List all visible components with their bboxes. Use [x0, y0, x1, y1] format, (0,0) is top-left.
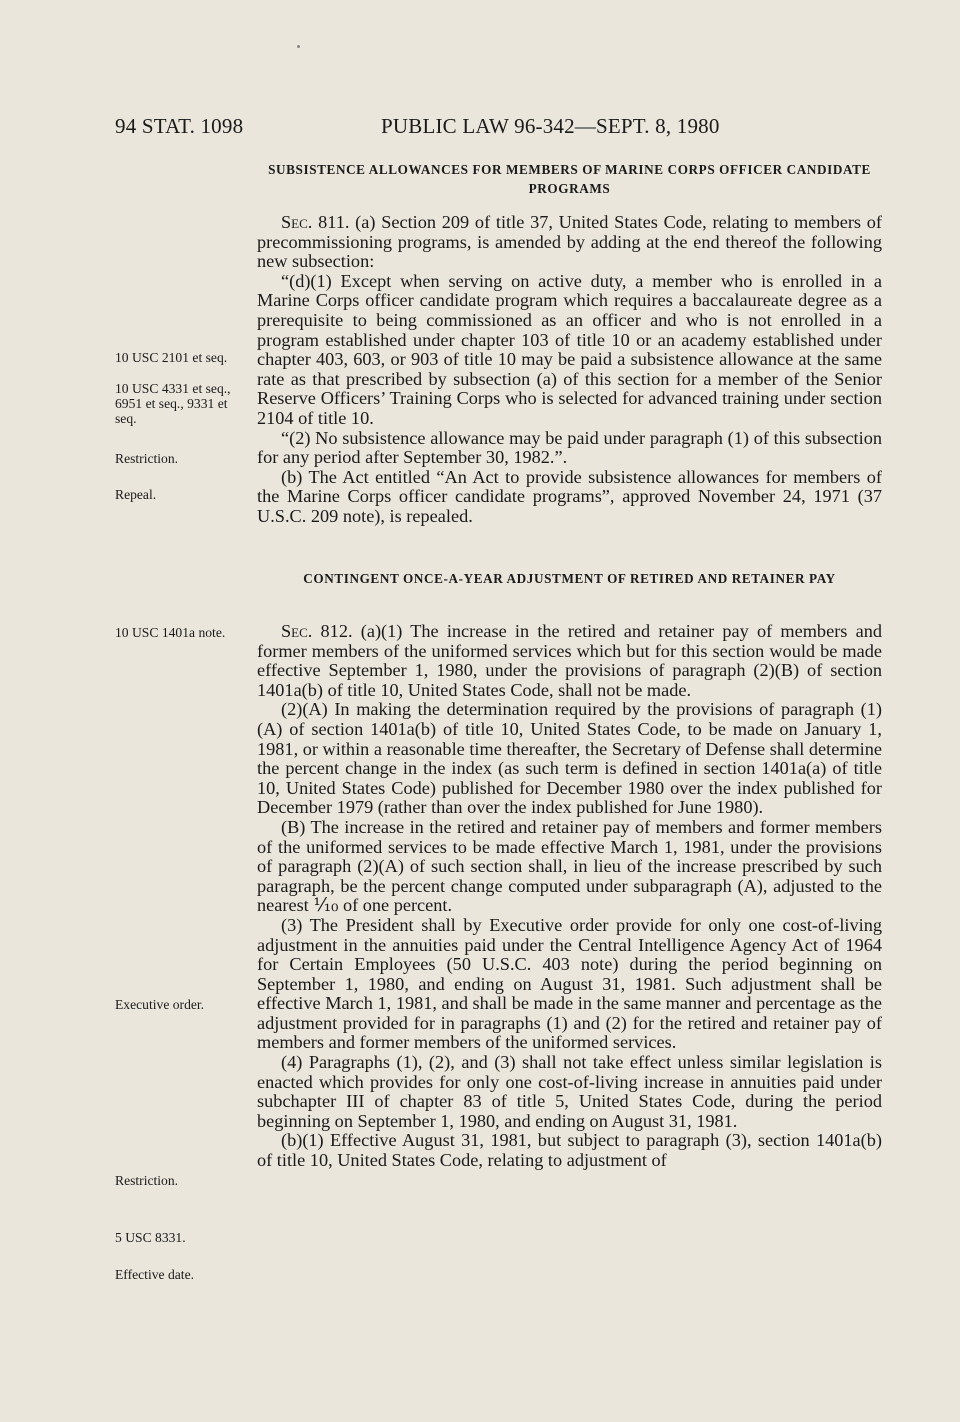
margin-note-repeal: Repeal. — [115, 487, 157, 502]
scan-speck — [297, 45, 300, 48]
section-811-para-b: (b) The Act entitled “An Act to provide subsistence allowances for members of the Marine Corps officer candidate programs”, approved November 24, 1971 (37 U.S.C. 209 note), is repealed. — [257, 466, 882, 526]
margin-note-restriction: Restriction. — [115, 451, 179, 466]
section-811-para-d2: “(2) No subsistence allowance may be paid under paragraph (1) of this subsection for any period after September 30, 1982.”. — [257, 427, 882, 468]
margin-note-effective-date: Effective date. — [115, 1267, 195, 1282]
section-812-para-3: (3) The President shall by Executive order provide for only one cost-of-living adjustment in the annuities paid under the Central Intelligence Agency Act of 1964 for Certain Employees (50 U.S.C. 403 note) during the period beginning on September 1, 1980, and ending on August 31, 1981. Such adjustment shall be effective March 1, 1981, and shall be made in the same manner and percentage as the adjustment provided for in paragraphs (1) and (2) for the retired and retainer pay of members and former members of the uniformed services. — [257, 914, 882, 1053]
law-title: PUBLIC LAW 96-342—SEPT. 8, 1980 — [381, 114, 720, 138]
section-812-para-2b: (B) The increase in the retired and retainer pay of members and former members of the uniformed services to be made effective March 1, 1981, under the provisions of paragraph (2)(A) of such section shall, in lieu of the increase prescribed by such paragraph, be the percent change computed under subparagraph (A), adjusted to the nearest ⅒ of one percent. — [257, 816, 882, 916]
section-812-para-2a: (2)(A) In making the determination required by the provisions of paragraph (1)(A) of section 1401a(b) of title 10, United States Code, to be made on January 1, 1981, or within a reasonable time thereafter, the Secretary of Defense shall determine the percent change in the index (as such term is defined in section 1401a(a) of title 10, United States Code) published for December 1980 over the index published for December 1979 (rather than over the index published for June 1980). — [257, 699, 882, 818]
stat-citation: 94 STAT. 1098 — [115, 114, 244, 138]
section-811-body — [257, 213, 882, 527]
section-812-para-4: (4) Paragraphs (1), (2), and (3) shall not take effect unless similar legislation is enacted which provides for only one cost-of-living increase in annuities paid under subchapter III of chapter 83 of title 5, United States Code, during the period beginning on September 1, 1980, and ending on August 31, 1981. — [257, 1052, 882, 1131]
section-812-para-a1-text: (a)(1) The increase in the retired and retainer pay of members and former members of the uniformed services which but for this section would be made effective September 1, 1980, under the provisions of paragraph (2)(B) of section 1401a(b) of title 10, United States Code, shall not be made. — [257, 621, 882, 700]
section-811-heading: SUBSISTENCE ALLOWANCES FOR MEMBERS OF MARINE CORPS OFFICER CANDIDATE PROGRAMS — [268, 162, 871, 196]
section-812-heading: CONTINGENT ONCE-A-YEAR ADJUSTMENT OF RETIRED AND RETAINER PAY — [303, 571, 836, 586]
margin-note-usc-8331: 5 USC 8331. — [115, 1230, 186, 1245]
margin-note-executive-order: Executive order. — [115, 997, 205, 1012]
margin-note-usc-4331: 10 USC 4331 et seq., 6951 et seq., 9331 et seq. — [115, 381, 231, 426]
section-811-para-a-text: (a) Section 209 of title 37, United States Code, relating to members of precommissioning programs, is amended by adding at the end thereof the following new subsection: — [257, 212, 882, 272]
section-812-para-b1: (b)(1) Effective August 31, 1981, but subject to paragraph (3), section 1401a(b) of title 10, United States Code, relating to adjustment of — [257, 1130, 882, 1171]
margin-note-restriction-2: Restriction. — [115, 1173, 179, 1188]
section-811-para-d1: “(d)(1) Except when serving on active duty, a member who is enrolled in a Marine Corps officer candidate program which requires a baccalaureate degree as a prerequisite to being commissioned as an officer and who is not enrolled in a program established under chapter 103 of title 10 or an academy established under chapter 403, 603, or 903 of title 10 may be paid a subsistence allowance at the same rate as that prescribed by subsection (a) of this section for a member of the Senior Reserve Officers’ Training Corps who is selected for advanced training under section 2104 of title 10. — [257, 270, 882, 428]
margin-note-usc-1401a: 10 USC 1401a note. — [115, 625, 226, 640]
section-811-para-a — [257, 213, 882, 272]
section-812-body — [257, 622, 882, 1171]
section-812-label: Sec. 812. — [281, 621, 353, 641]
section-812-para-a1 — [257, 622, 882, 700]
margin-note-usc-2101: 10 USC 2101 et seq. — [115, 350, 228, 365]
section-811-label: Sec. 811. — [281, 212, 350, 232]
